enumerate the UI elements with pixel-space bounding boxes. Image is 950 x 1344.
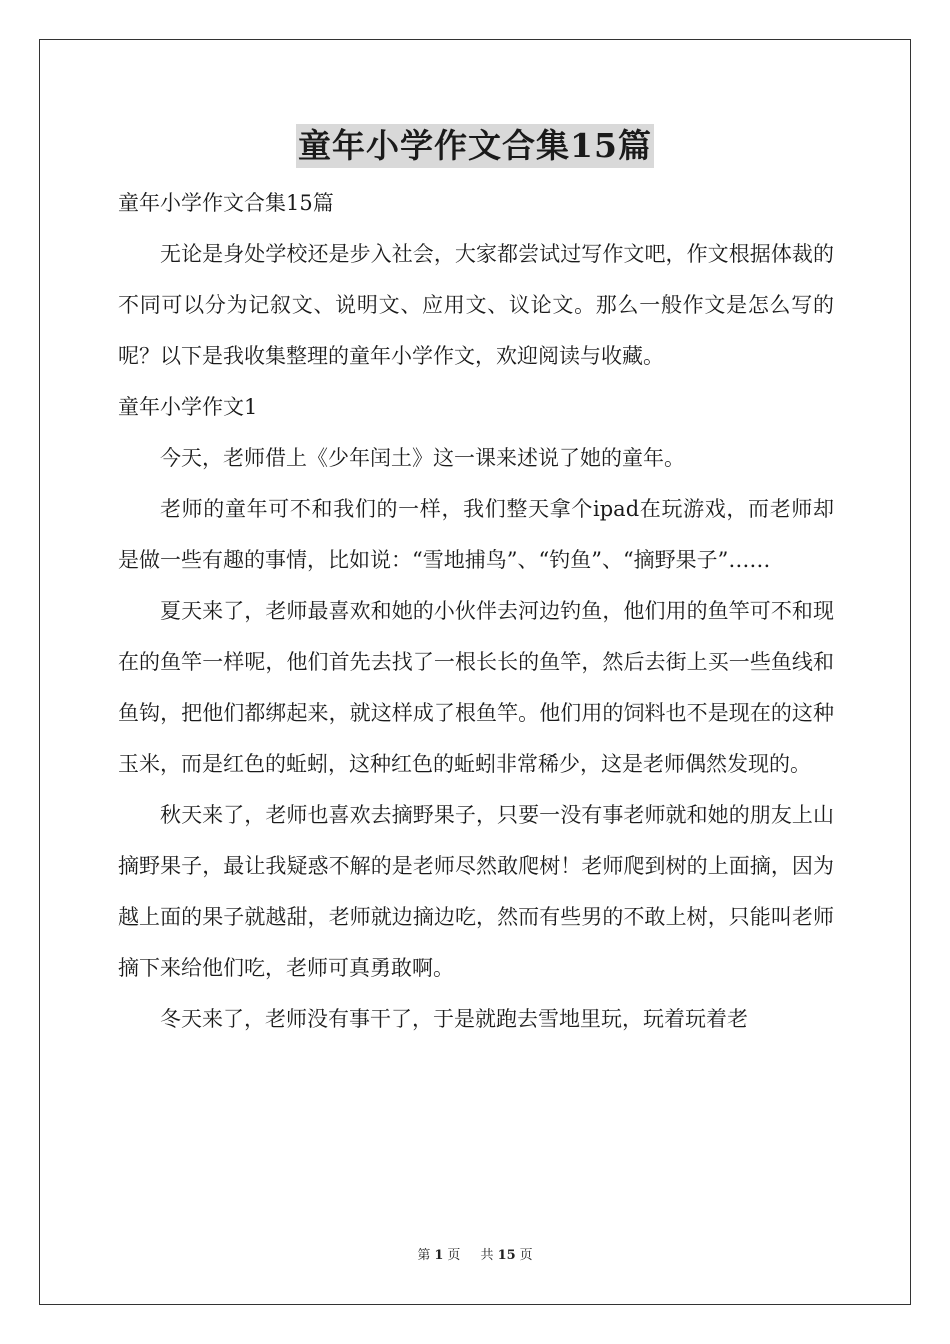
paragraph-2: 老师的童年可不和我们的一样，我们整天拿个ipad在玩游戏，而老师却是做一些有趣的事情，比如说：“雪地捕鸟”、“钓鱼”、“摘野果子”……	[118, 497, 834, 572]
paragraph-3: 夏天来了，老师最喜欢和她的小伙伴去河边钓鱼，他们用的鱼竿可不和现在的鱼竿一样呢，他们首先去找了一根长长的鱼竿，然后去街上买一些鱼线和鱼钩，把他们都绑起来，就这样成了根鱼竿。他们用的饲料也不是现在的这种玉米，而是红色的蚯蚓，这种红色的蚯蚓非常稀少，这是老师偶然发现的。	[118, 599, 834, 776]
paragraph-4: 秋天来了，老师也喜欢去摘野果子，只要一没有事老师就和她的朋友上山摘野果子，最让我疑惑不解的是老师尽然敢爬树！老师爬到树的上面摘，因为越上面的果子就越甜，老师就边摘边吃，然而有些男的不敢上树，只能叫老师摘下来给他们吃，老师可真勇敢啊。	[118, 803, 834, 980]
intro-paragraph: 无论是身处学校还是步入社会，大家都尝试过写作文吧，作文根据体裁的不同可以分为记叙文、说明文、应用文、议论文。那么一般作文是怎么写的呢？以下是我收集整理的童年小学作文，欢迎阅读与收藏。	[118, 242, 834, 368]
page-prefix: 第	[417, 1248, 431, 1263]
page-indicator	[413, 1248, 464, 1263]
document-body	[118, 178, 834, 1045]
total-suffix: 页	[519, 1248, 533, 1263]
paragraph-1: 今天，老师借上《少年闰土》这一课来述说了她的童年。	[160, 446, 685, 470]
page-number: 1	[434, 1248, 444, 1263]
document-title: 童年小学作文合集15篇	[296, 124, 654, 168]
section-heading: 童年小学作文1	[118, 395, 258, 419]
total-indicator	[477, 1248, 537, 1263]
paragraph-5: 冬天来了，老师没有事干了，于是就跑去雪地里玩，玩着玩着老	[160, 1007, 748, 1031]
title-container	[0, 124, 950, 168]
total-prefix: 共	[480, 1248, 494, 1263]
page-suffix: 页	[447, 1248, 461, 1263]
page-footer	[0, 1247, 950, 1265]
total-pages: 15	[497, 1248, 516, 1263]
document-subtitle: 童年小学作文合集15篇	[118, 191, 334, 215]
